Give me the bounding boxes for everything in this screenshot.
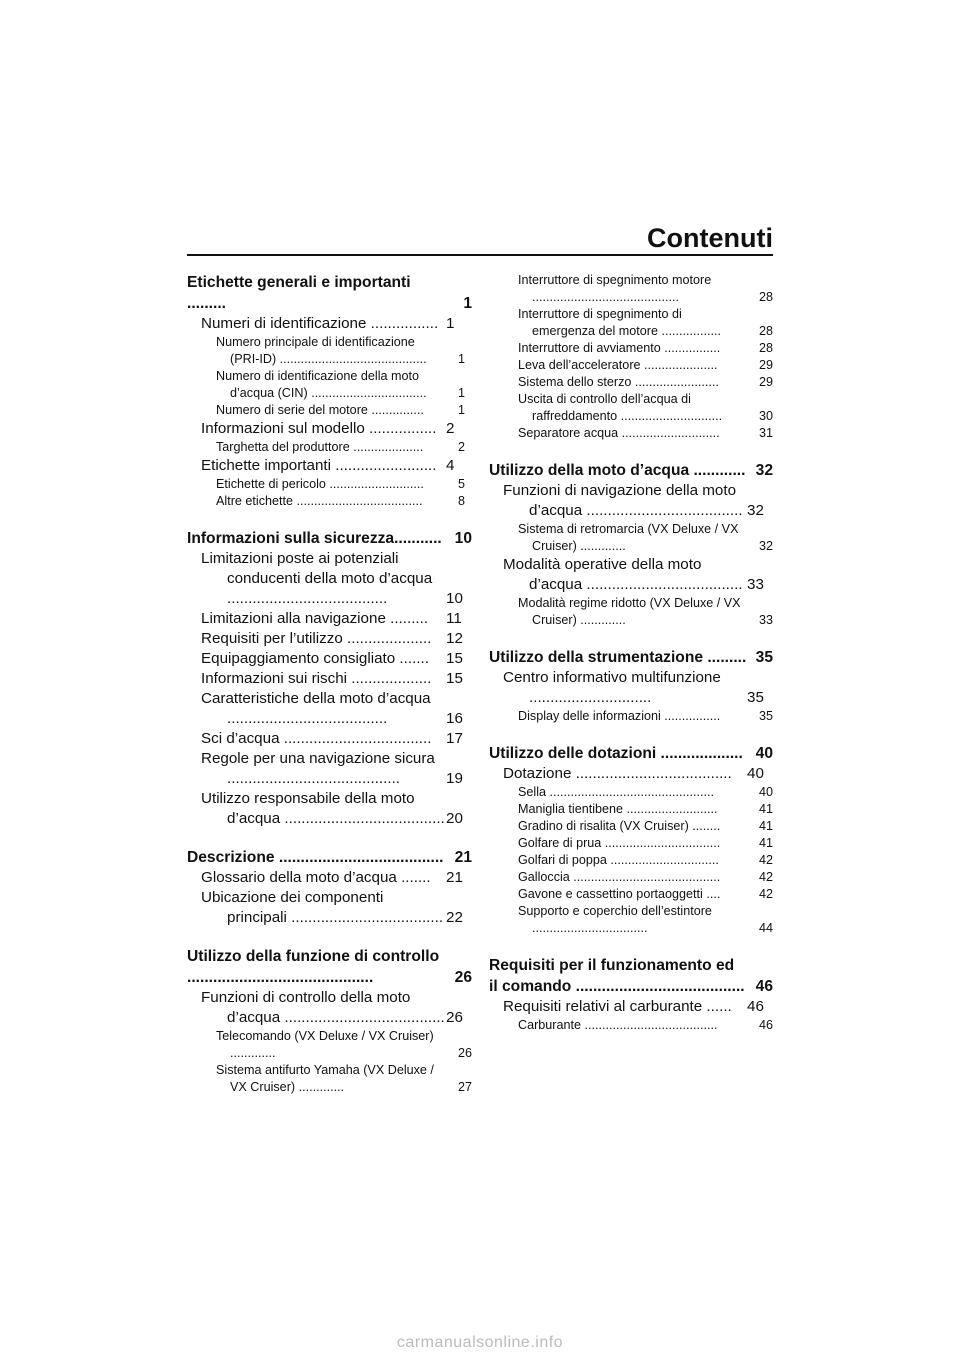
toc-entry[interactable]	[489, 852, 773, 869]
toc-entry[interactable]	[489, 521, 773, 555]
toc-page-number: 35	[753, 647, 773, 668]
toc-entry[interactable]	[489, 306, 773, 340]
toc-page-number: 1	[469, 314, 472, 334]
toc-entry-title: Sistema dello sterzo ........................	[518, 375, 719, 389]
toc-page-number: 40	[770, 764, 773, 784]
toc-entry-title: Equipaggiamento consigliato .......	[201, 650, 429, 667]
toc-entry[interactable]	[489, 668, 773, 708]
toc-entry[interactable]	[187, 402, 472, 419]
toc-page-number: 1	[469, 385, 472, 402]
toc-page-number: 11	[469, 609, 472, 629]
toc-page-number: 21	[452, 847, 472, 868]
toc-page-number: 42	[758, 870, 773, 884]
toc-entry-title: Numero di serie del motore ...............	[216, 403, 424, 417]
toc-entry-title: Informazioni sui rischi ...................	[201, 670, 432, 687]
toc-entry[interactable]	[187, 1028, 472, 1062]
toc-entry-title: Caratteristiche della moto d’acqua ......................................	[201, 690, 431, 727]
toc-page-number: 21	[469, 868, 472, 888]
toc-page-number: 40	[753, 743, 773, 764]
toc-entry[interactable]	[489, 903, 773, 937]
toc-entry[interactable]	[489, 555, 773, 595]
toc-page-number: 35	[758, 709, 773, 723]
toc-entry-title: Requisiti per il funzionamento ed il comando .......................................	[489, 957, 745, 995]
toc-entry-title: Centro informativo multifunzione .............................	[503, 669, 721, 706]
toc-entry-title: Requisiti relativi al carburante ......	[503, 998, 732, 1015]
toc-page-number: 29	[758, 358, 773, 372]
toc-entry[interactable]	[489, 340, 773, 357]
toc-page-number: 33	[758, 613, 773, 627]
toc-entry-title: Targhetta del produttore ....................	[216, 440, 424, 454]
toc-entry-title: Etichette generali e importanti .........	[187, 274, 411, 312]
toc-page-number: 41	[758, 819, 773, 833]
toc-entry[interactable]	[187, 789, 472, 829]
toc-page-number: 46	[753, 976, 773, 997]
toc-entry[interactable]	[187, 549, 472, 609]
toc-page-number: 15	[469, 669, 472, 689]
toc-entry[interactable]	[187, 689, 472, 729]
toc-page-number: 27	[457, 1080, 472, 1094]
toc-entry-title: Gradino di risalita (VX Cruiser) ........	[518, 819, 721, 833]
toc-page-number: 17	[469, 729, 472, 749]
toc-entry[interactable]	[187, 419, 472, 439]
toc-page-number: 30	[758, 409, 773, 423]
toc-page-number: 29	[758, 375, 773, 389]
toc-entry[interactable]	[489, 425, 773, 442]
toc-entry-title: Gavone e cassettino portaoggetti ....	[518, 887, 721, 901]
toc-entry[interactable]	[187, 272, 472, 314]
toc-entry[interactable]	[187, 1062, 472, 1096]
toc-entry[interactable]	[187, 868, 472, 888]
toc-entry-title: Modalità regime ridotto (VX Deluxe / VX Cruiser) .............	[518, 596, 741, 627]
toc-page-number: 42	[758, 853, 773, 867]
toc-entry-title: Funzioni di navigazione della moto d’acqua .....................................	[503, 482, 743, 519]
toc-page-number: 26	[469, 1008, 472, 1028]
toc-entry[interactable]	[489, 997, 773, 1017]
toc-page-number: 22	[469, 908, 472, 928]
toc-entry-title: Uscita di controllo dell’acqua di raffreddamento .............................	[518, 392, 723, 423]
toc-page-number: 44	[758, 921, 773, 935]
toc-entry-title: Utilizzo della moto d’acqua ............	[489, 462, 746, 479]
toc-entry[interactable]	[489, 869, 773, 886]
toc-entry[interactable]	[187, 629, 472, 649]
toc-page-number: 32	[758, 539, 773, 553]
toc-entry-title: Galloccia ..........................................	[518, 870, 721, 884]
toc-entry-title: Sella ...............................................	[518, 785, 714, 799]
toc-page-number: 1	[469, 402, 472, 419]
toc-entry[interactable]	[489, 955, 773, 997]
toc-page-number: 40	[758, 785, 773, 799]
toc-page-number: 46	[770, 997, 773, 1017]
toc-entry[interactable]	[187, 493, 472, 510]
toc-entry[interactable]	[187, 669, 472, 689]
toc-page-number: 26	[452, 967, 472, 988]
toc-entry-title: Sistema antifurto Yamaha (VX Deluxe / VX Cruiser) .............	[216, 1063, 434, 1094]
toc-page-number: 16	[469, 709, 472, 729]
toc-entry-title: Numeri di identificazione ................	[201, 315, 439, 332]
toc-entry[interactable]	[489, 801, 773, 818]
toc-page-number: 2	[469, 419, 472, 439]
toc-entry-title: Display delle informazioni ................	[518, 709, 721, 723]
toc-page-number: 10	[452, 528, 472, 549]
toc-page-number: 46	[758, 1018, 773, 1032]
toc-entry[interactable]	[187, 368, 472, 402]
toc-entry[interactable]	[187, 439, 472, 456]
toc-entry[interactable]	[489, 1017, 773, 1034]
toc-entry-title: Golfari di poppa ...............................	[518, 853, 719, 867]
toc-entry[interactable]	[489, 357, 773, 374]
toc-page-number: 26	[457, 1046, 472, 1060]
toc-page-number: 31	[758, 426, 773, 440]
toc-page-number: 35	[770, 688, 773, 708]
toc-entry-title: Informazioni sulla sicurezza...........	[187, 530, 442, 547]
toc-entry[interactable]	[187, 847, 472, 868]
toc-entry[interactable]	[489, 481, 773, 521]
toc-entry[interactable]	[187, 649, 472, 669]
toc-page-number: 41	[758, 802, 773, 816]
toc-entry[interactable]	[489, 391, 773, 425]
toc-entry[interactable]	[187, 988, 472, 1028]
toc-entry[interactable]	[489, 743, 773, 764]
toc-column-left	[187, 272, 472, 1096]
toc-entry[interactable]	[489, 784, 773, 801]
toc-entry-title: Supporto e coperchio dell’estintore .................................	[518, 904, 712, 935]
toc-entry-title: Utilizzo della strumentazione .........	[489, 649, 747, 666]
toc-entry[interactable]	[187, 476, 472, 493]
toc-page-number: 1	[460, 293, 472, 314]
toc-entry-title: Etichette importanti ........................	[201, 457, 437, 474]
toc-page-number: 2	[469, 439, 472, 456]
toc-page-number: 15	[469, 649, 472, 669]
toc-entry-title: Utilizzo delle dotazioni ...................	[489, 745, 743, 762]
toc-entry[interactable]	[489, 595, 773, 629]
toc-entry[interactable]	[187, 314, 472, 334]
toc-entry[interactable]	[489, 835, 773, 852]
toc-page-number: 8	[469, 493, 472, 510]
toc-entry-title: Golfare di prua .................................	[518, 836, 721, 850]
toc-entry-title: Utilizzo responsabile della moto d’acqua ......................................	[201, 790, 445, 827]
toc-entry[interactable]	[187, 609, 472, 629]
toc-entry-title: Requisiti per l’utilizzo ....................	[201, 630, 432, 647]
toc-entry-title: Sci d’acqua ...................................	[201, 730, 432, 747]
toc-entry-title: Separatore acqua ............................	[518, 426, 720, 440]
toc-entry-title: Regole per una navigazione sicura .........................................	[201, 750, 435, 787]
toc-entry-title: Interruttore di spegnimento di emergenza del motore .................	[518, 307, 721, 338]
toc-column-right	[489, 272, 773, 1034]
toc-entry-title: Interruttore di spegnimento motore ..........................................	[518, 273, 712, 304]
toc-entry-title: Leva dell’acceleratore .....................	[518, 358, 718, 372]
toc-page-number: 32	[753, 460, 773, 481]
toc-entry-title: Dotazione .....................................	[503, 765, 732, 782]
toc-entry[interactable]	[489, 460, 773, 481]
toc-entry[interactable]	[489, 374, 773, 391]
toc-entry-title: Utilizzo della funzione di controllo ...........................................	[187, 948, 440, 986]
toc-page-number: 4	[469, 456, 472, 476]
toc-entry-title: Limitazioni alla navigazione .........	[201, 610, 429, 627]
toc-page-number: 42	[758, 887, 773, 901]
toc-page-number: 19	[469, 769, 472, 789]
toc-entry-title: Descrizione ......................................	[187, 849, 444, 866]
toc-entry[interactable]	[489, 818, 773, 835]
toc-entry[interactable]	[187, 528, 472, 549]
toc-page-number: 20	[469, 809, 472, 829]
toc-entry[interactable]	[489, 708, 773, 725]
title-rule	[187, 254, 773, 256]
toc-entry[interactable]	[187, 456, 472, 476]
toc-entry-title: Limitazioni poste ai potenziali conducenti della moto d’acqua ......................................	[201, 550, 433, 607]
toc-entry[interactable]	[489, 272, 773, 306]
watermark: carmanualsonline.info	[396, 1334, 564, 1351]
toc-entry-title: Etichette di pericolo ...........................	[216, 477, 424, 491]
toc-entry-title: Telecomando (VX Deluxe / VX Cruiser) .............	[216, 1029, 434, 1060]
toc-page-number: 12	[469, 629, 472, 649]
toc-entry[interactable]	[187, 729, 472, 749]
toc-page-number: 32	[770, 501, 773, 521]
toc-entry[interactable]	[187, 946, 472, 988]
page-title: Contenuti	[647, 223, 773, 253]
toc-entry-title: Maniglia tientibene ..........................	[518, 802, 718, 816]
toc-entry-title: Interruttore di avviamento ................	[518, 341, 721, 355]
toc-entry[interactable]	[489, 886, 773, 903]
toc-page-number: 28	[758, 290, 773, 304]
toc-entry-title: Informazioni sul modello ................	[201, 420, 437, 437]
toc-entry-title: Glossario della moto d’acqua .......	[201, 869, 431, 886]
toc-entry-title: Ubicazione dei componenti principali ....................................	[201, 889, 444, 926]
toc-page-number: 10	[469, 589, 472, 609]
toc-entry[interactable]	[489, 647, 773, 668]
toc-entry-title: Carburante ......................................	[518, 1018, 718, 1032]
toc-entry[interactable]	[187, 334, 472, 368]
toc-entry-title: Modalità operative della moto d’acqua .....................................	[503, 556, 743, 593]
toc-entry[interactable]	[489, 764, 773, 784]
toc-entry-title: Numero di identificazione della moto d’acqua (CIN) .................................	[216, 369, 427, 400]
toc-page-number: 1	[469, 351, 472, 368]
toc-entry[interactable]	[187, 888, 472, 928]
toc-entry-title: Funzioni di controllo della moto d’acqua ......................................	[201, 989, 445, 1026]
toc-page-number: 28	[758, 324, 773, 338]
toc-page-number: 41	[758, 836, 773, 850]
toc-entry-title: Sistema di retromarcia (VX Deluxe / VX Cruiser) .............	[518, 522, 739, 553]
toc-entry[interactable]	[187, 749, 472, 789]
toc-page-number: 28	[758, 341, 773, 355]
toc-page-number: 33	[770, 575, 773, 595]
toc-entry-title: Numero principale di identificazione (PRI-ID) ..........................................	[216, 335, 427, 366]
toc-entry-title: Altre etichette ....................................	[216, 494, 423, 508]
toc-page-number: 5	[469, 476, 472, 493]
